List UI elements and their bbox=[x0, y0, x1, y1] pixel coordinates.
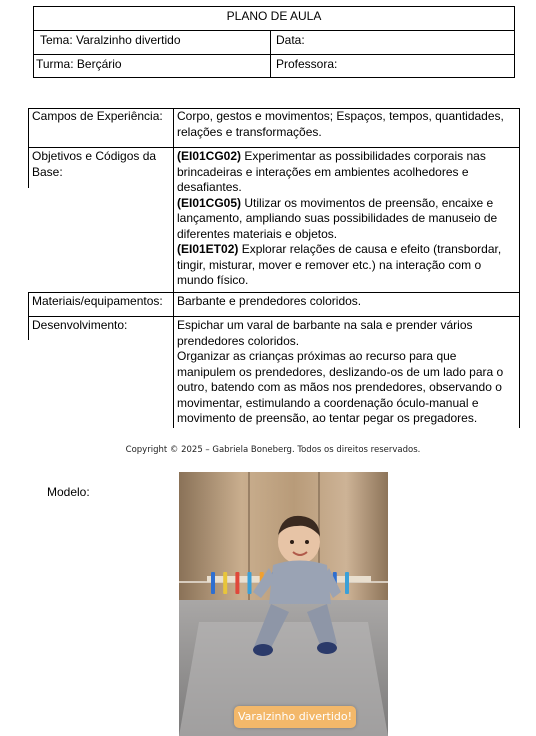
objective-code: (EI01CG05) bbox=[177, 195, 242, 210]
objective-item: (EI01ET02) Explorar relações de causa e efeito (transbordar, tingir, misturar, mover e remover etc.) na interação com o mundo físico. bbox=[177, 242, 502, 287]
plan-table bbox=[28, 108, 520, 428]
desenvolvimento-value: Espichar um varal de barbante na sala e prender vários prendedores coloridos. Organizar as crianças próximas ao recurso para que manipulem os prendedores, deslizando-os de um lado para o outro, batendo com as mãos nos prendedores, observando o movimentar, estimulando a coordenação óculo-manual e movimento de preensão, ao tentar pegar os pregadores. bbox=[177, 318, 504, 425]
divider bbox=[28, 292, 520, 293]
objective-code: (EI01CG02) bbox=[177, 149, 242, 163]
divider bbox=[28, 108, 29, 188]
materiais-label: Materiais/equipamentos: bbox=[32, 294, 163, 308]
desenvolvimento-label: Desenvolvimento: bbox=[32, 318, 128, 332]
header-table bbox=[33, 6, 515, 78]
objective-item: (EI01CG02) Experimentar as possibilidades corporais nas brincadeiras e interações em ambientes acolhedores e desafiantes. bbox=[177, 149, 486, 194]
divider bbox=[173, 108, 174, 428]
objetivos-list bbox=[177, 149, 517, 289]
divider bbox=[28, 316, 520, 317]
divider bbox=[28, 292, 29, 340]
materiais-value: Barbante e prendedores coloridos. bbox=[177, 294, 362, 308]
objetivos-label: Objetivos e Códigos da Base: bbox=[32, 149, 157, 179]
divider bbox=[34, 30, 514, 31]
model-photo bbox=[179, 472, 388, 736]
clothespin bbox=[223, 572, 227, 594]
clothespin bbox=[345, 572, 349, 594]
photo-caption: Varalzinho divertido! bbox=[234, 706, 356, 728]
divider bbox=[519, 108, 520, 428]
objective-code: (EI01ET02) bbox=[177, 242, 239, 256]
baby-clothespin-illustration bbox=[179, 472, 388, 736]
objective-item: (EI01CG05) Utilizar os movimentos de preensão, encaixe e lançamento, ampliando suas possibilidades de manuseio de diferentes materiais e objetos. bbox=[177, 195, 498, 241]
turma-field: Turma: Berçário bbox=[36, 57, 122, 71]
tema-field: Tema: Varalzinho divertido bbox=[40, 33, 181, 47]
data-field: Data: bbox=[276, 33, 305, 47]
professora-field: Professora: bbox=[276, 57, 338, 71]
clothespin bbox=[235, 572, 239, 594]
page-title: PLANO DE AULA bbox=[226, 9, 322, 23]
clothespin bbox=[211, 572, 215, 594]
campos-value: Corpo, gestos e movimentos; Espaços, tempos, quantidades, relações e transformações. bbox=[177, 109, 504, 139]
divider bbox=[28, 147, 520, 148]
divider bbox=[270, 30, 271, 78]
campos-label: Campos de Experiência: bbox=[32, 109, 163, 123]
clothespin bbox=[248, 572, 252, 594]
divider bbox=[34, 54, 514, 55]
modelo-label: Modelo: bbox=[47, 485, 90, 499]
copyright-notice: Copyright © 2025 – Gabriela Boneberg. Todos os direitos reservados. bbox=[125, 445, 421, 455]
